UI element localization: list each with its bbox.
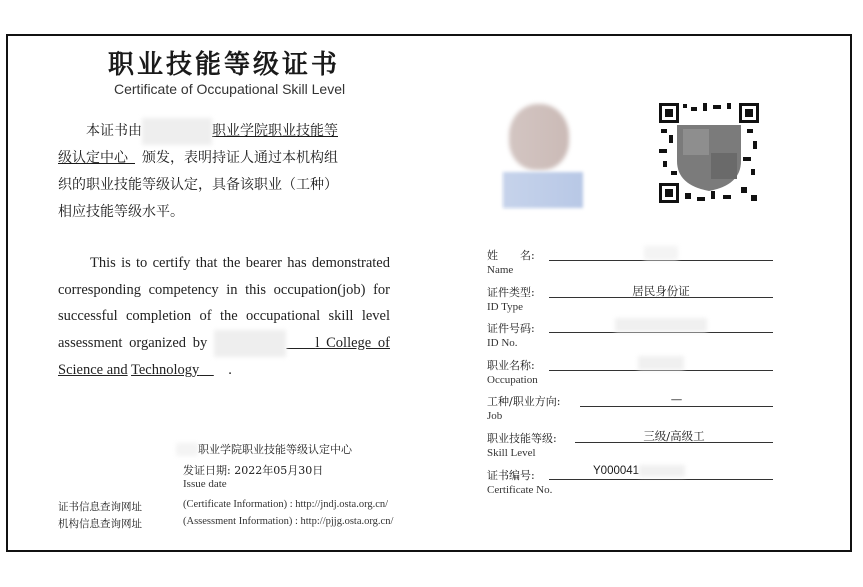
field-id-no: [487, 320, 535, 349]
en-college-line2: Technology: [131, 361, 200, 378]
field-job-value: —: [580, 392, 773, 407]
field-name-value: [549, 246, 773, 261]
query-institution-url: (Assessment Information) : http://pjjg.osta.org.cn/: [183, 516, 394, 527]
field-certificate-no-value: [549, 465, 773, 480]
field-id-type: [487, 284, 535, 313]
zh-prefix: 本证书由: [86, 123, 142, 139]
field-id-no-label-en: ID No.: [487, 337, 518, 349]
field-id-type-label-en: ID Type: [487, 301, 523, 313]
field-occupation: [487, 357, 538, 386]
query-certificate-url: (Certificate Information) : http://jndj.osta.org.cn/: [183, 499, 389, 510]
english-statement: [58, 250, 390, 384]
issuer-name: 职业学院职业技能等级认定中心: [198, 443, 352, 456]
field-job: [487, 393, 560, 422]
zh-school-suffix: 职业学院职业技能等: [212, 123, 338, 139]
holder-photo: [503, 98, 583, 208]
query-institution-label: 机构信息查询网址: [58, 518, 142, 530]
zh-center-name: 级认定中心: [58, 150, 128, 166]
field-occupation-value: [549, 356, 773, 371]
issue-date-label: 发证日期:: [183, 464, 231, 477]
zh-line4: 相应技能等级水平。: [58, 204, 184, 220]
issue-date: [183, 462, 323, 478]
en-college: l College of Science and: [58, 335, 390, 378]
field-name: [487, 247, 535, 276]
certificate-no-text: Y000041: [593, 465, 640, 477]
field-id-no-value: [549, 318, 773, 333]
field-job-label: 工种/职业方向:: [487, 395, 561, 408]
certificate-subtitle: Certificate of Occupational Skill Level: [114, 81, 346, 97]
field-occupation-label-en: Occupation: [487, 374, 538, 386]
field-skill-level-value: 三级/高级工: [575, 428, 773, 443]
certificate-title: 职业技能等级证书: [108, 50, 341, 80]
field-skill-level: [487, 430, 557, 459]
en-text: This is to certify that the bearer has demonstrated corresponding competency in this occupation(job) for successful completion of the occupational skill level assessment organized by: [58, 255, 390, 352]
redacted-school-name: [142, 123, 212, 139]
zh-line2: 颁发，表明持证人通过本机构组: [142, 150, 338, 166]
field-skill-level-label-en: Skill Level: [487, 447, 536, 459]
photo-overlay: [503, 98, 583, 208]
issuer: [176, 441, 352, 457]
zh-line3: 织的职业技能等级认定，具备该职业（工种）: [58, 177, 338, 193]
field-name-label: 姓 名:: [487, 249, 535, 262]
query-certificate-label: 证书信息查询网址: [58, 501, 142, 513]
qr-code: [657, 101, 761, 205]
field-job-label-en: Job: [487, 410, 503, 422]
issue-date-en: Issue date: [183, 478, 227, 490]
field-certificate-no: [487, 467, 552, 496]
chinese-statement: [58, 118, 392, 226]
field-name-label-en: Name: [487, 264, 514, 276]
issue-date-value: 2022年05月30日: [234, 464, 324, 477]
field-id-no-label: 证件号码:: [487, 322, 535, 335]
field-id-type-label: 证件类型:: [487, 286, 535, 299]
field-certificate-no-label-en: Certificate No.: [487, 484, 553, 496]
field-occupation-label: 职业名称:: [487, 359, 535, 372]
field-skill-level-label: 职业技能等级:: [487, 432, 557, 445]
field-certificate-no-label: 证书编号:: [487, 469, 535, 482]
field-id-type-value: 居民身份证: [549, 283, 773, 298]
en-end: .: [228, 361, 232, 378]
